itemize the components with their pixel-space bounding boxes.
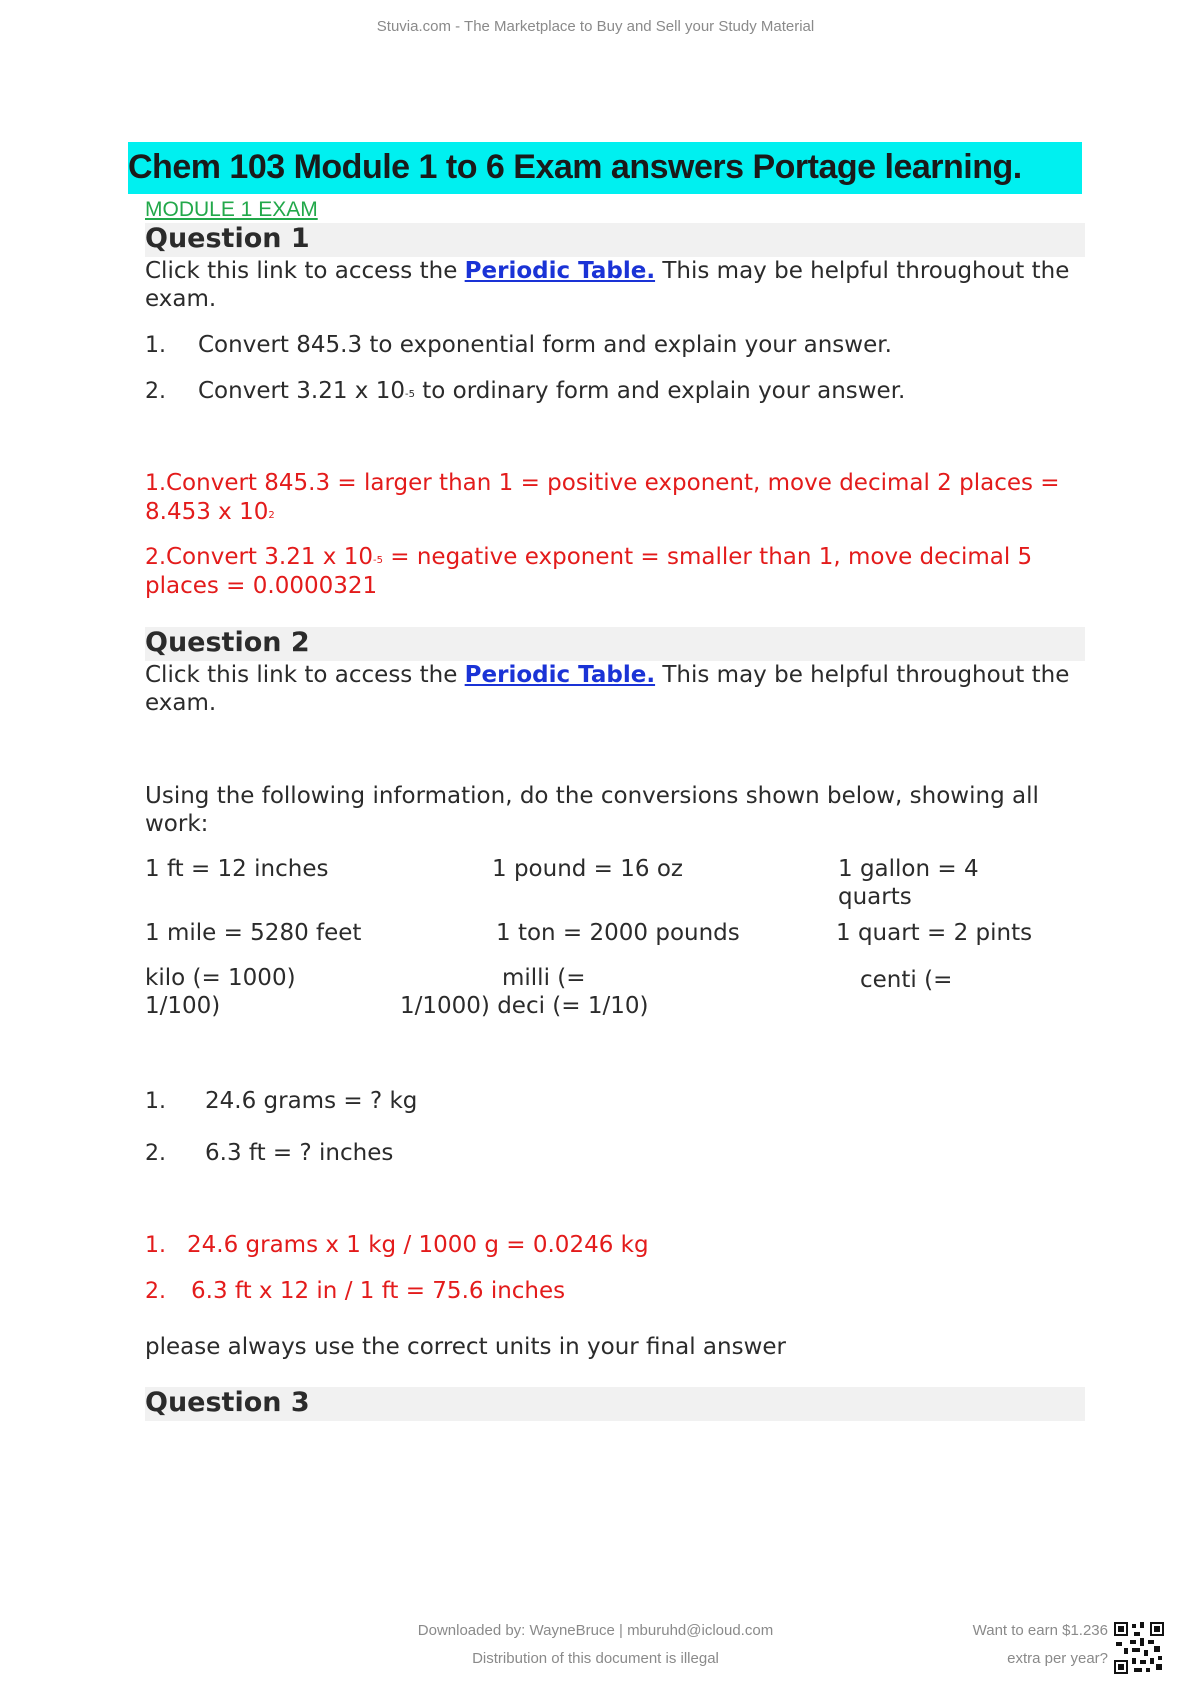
question-2-item-1 [145, 1087, 1085, 1116]
question-2-answer-1 [145, 1231, 1085, 1260]
periodic-table-link[interactable]: Periodic Table. [464, 662, 656, 688]
footer-downloaded-by: Downloaded by: WayneBruce | mburuhd@icloud.com [417, 1622, 774, 1639]
question-1-item-2 [145, 377, 1085, 406]
question-1-answer-1 [145, 469, 1085, 526]
answer-number: 2. [145, 545, 166, 570]
footer-earn-line-2[interactable]: extra per year? [1007, 1650, 1108, 1667]
question-2-answer-2 [145, 1277, 1085, 1306]
question-2-note: please always use the correct units in your final answer [145, 1334, 786, 1360]
intro-text: Click this link to access the [145, 662, 465, 688]
intro-text: This may be helpful throughout the exam. [145, 662, 1070, 716]
item-number: 1. [145, 1089, 166, 1114]
module-label[interactable]: MODULE 1 EXAM [145, 198, 318, 221]
item-text: to ordinary form and explain your answer. [414, 378, 906, 404]
exponent: 2 [268, 510, 275, 521]
item-number: 2. [145, 1141, 166, 1166]
conversion-line: quarts [838, 884, 912, 910]
qr-code-icon[interactable] [1114, 1622, 1164, 1674]
periodic-table-link[interactable]: Periodic Table. [464, 258, 656, 284]
question-2-intro [145, 661, 1085, 717]
answer-text: 6.3 ft x 12 in / 1 ft = 75.6 inches [191, 1278, 566, 1304]
item-text: 6.3 ft = ? inches [205, 1140, 394, 1166]
prefix-centi: centi (= [860, 967, 953, 993]
question-1-item-1 [145, 331, 1085, 360]
answer-text: Convert 3.21 x 10 [166, 544, 373, 570]
prefix-milli: milli (= [502, 965, 586, 991]
answer-number: 1. [145, 1233, 166, 1258]
item-number: 2. [145, 379, 166, 404]
question-1-answer-2 [145, 543, 1085, 600]
question-3-title: Question 3 [145, 1387, 310, 1418]
prefix-centi-value: 1/100) [145, 993, 221, 1019]
conversion-ft-inches: 1 ft = 12 inches [145, 856, 329, 882]
answer-number: 2. [145, 1279, 166, 1304]
answer-number: 1. [145, 471, 166, 496]
question-2-title: Question 2 [145, 627, 310, 658]
prefix-kilo: kilo (= 1000) [145, 965, 296, 991]
conversion-pound-oz: 1 pound = 16 oz [492, 856, 683, 882]
prefix-milli-deci-value: 1/1000) deci (= 1/10) [400, 993, 649, 1019]
document-title: Chem 103 Module 1 to 6 Exam answers Portage learning. [128, 148, 1022, 186]
item-text: 24.6 grams = ? kg [205, 1088, 418, 1114]
item-text: Convert 845.3 to exponential form and explain your answer. [198, 332, 892, 358]
intro-text: This may be helpful throughout the exam. [145, 258, 1070, 312]
conversion-ton-pounds: 1 ton = 2000 pounds [496, 920, 740, 946]
question-2-item-2 [145, 1139, 1085, 1168]
answer-text: = negative exponent = smaller than 1, move decimal 5 places = 0.0000321 [145, 544, 1033, 599]
answer-text: Convert 845.3 = larger than 1 = positive exponent, move decimal 2 places = 8.453 x 10 [145, 470, 1060, 525]
footer-earn-line-1[interactable]: Want to earn $1.236 [972, 1622, 1108, 1639]
intro-text: Click this link to access the [145, 258, 465, 284]
item-text: Convert 3.21 x 10 [198, 378, 405, 404]
question-1-title: Question 1 [145, 223, 310, 254]
footer-distribution-notice: Distribution of this document is illegal [472, 1650, 719, 1667]
site-header: Stuvia.com - The Marketplace to Buy and Sell your Study Material [376, 18, 815, 35]
question-2-instructions: Using the following information, do the conversions shown below, showing all work: [145, 783, 1039, 837]
exponent: -5 [404, 389, 415, 400]
question-1-intro [145, 257, 1085, 313]
exponent: -5 [372, 555, 383, 566]
answer-text: 24.6 grams x 1 kg / 1000 g = 0.0246 kg [187, 1232, 649, 1258]
conversion-quart-pints: 1 quart = 2 pints [836, 920, 1033, 946]
conversion-line: 1 gallon = 4 [838, 856, 979, 882]
item-number: 1. [145, 333, 166, 358]
conversion-mile-feet: 1 mile = 5280 feet [145, 920, 362, 946]
conversion-gallon-quarts [838, 855, 979, 911]
